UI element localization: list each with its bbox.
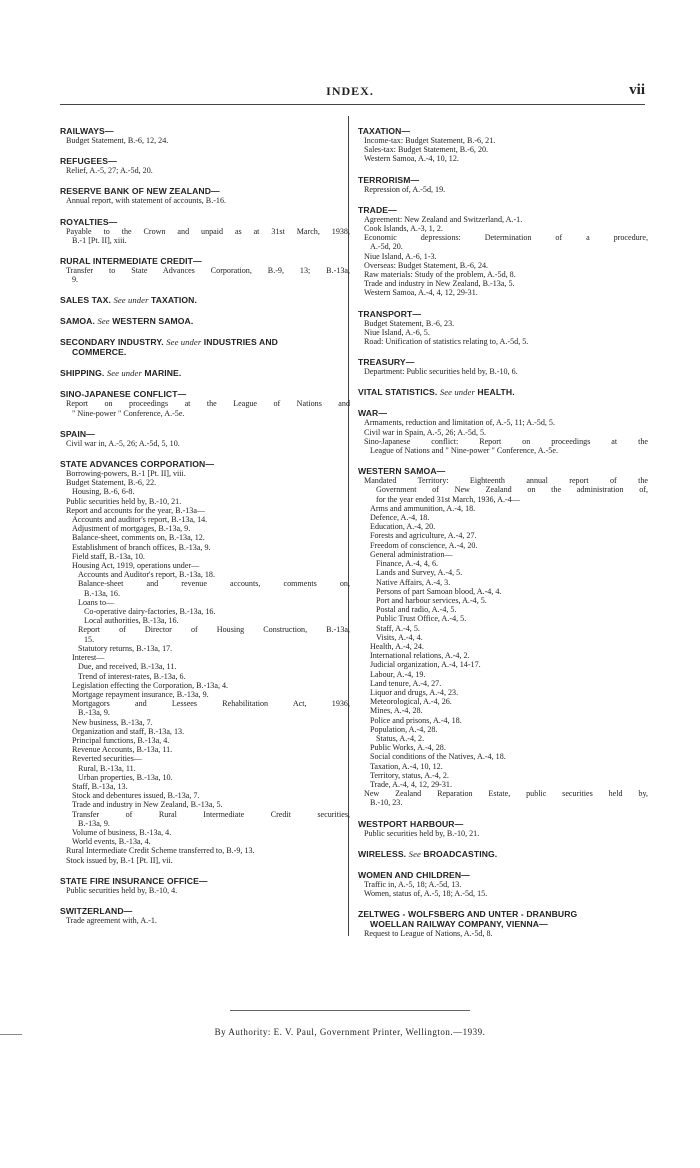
page-header-title: INDEX. [326,84,374,98]
index-subentry: Niue Island, A.-6, 5. [364,327,430,337]
index-entry [60,876,350,895]
footer-rule [230,1010,470,1011]
index-entry [358,408,648,455]
heading-text: SWITZERLAND— [60,905,133,916]
heading-text: STATE ADVANCES CORPORATION— [60,459,215,470]
index-heading [60,429,350,439]
index-heading [60,126,350,136]
index-heading [60,459,350,469]
heading-text: RESERVE BANK OF NEW ZEALAND— [60,186,220,197]
index-subentry: Niue Island, A.-6, 1-3. [364,251,437,261]
cross-reference: INDUSTRIES AND [203,337,278,348]
index-subentry: World events, B.-13a, 4. [72,837,151,847]
index-heading [60,156,350,166]
index-subentry: Territory, status, A.-4, 2. [370,770,449,780]
index-subentry: A.-5d, 20. [370,242,403,252]
index-subentry: Health, A.-4, 24. [370,641,424,651]
index-subentry: Stock issued by, B.-1 [Pt. II], vii. [66,855,173,865]
heading-text: VITAL STATISTICS. [358,387,438,398]
index-subentry: Persons of part Samoan blood, A.-4, 4. [376,586,502,596]
index-entry [60,368,350,378]
index-heading [60,368,350,378]
index-entry [60,459,350,865]
see-reference-label: See under [439,387,475,398]
index-subentry: New Zealand Reparation Estate, public securities held by, [364,789,648,799]
index-entry [358,357,648,376]
index-subentry: Sales-tax: Budget Statement, B.-6, 20. [364,145,489,155]
index-subentry: Repression of, A.-5d, 19. [364,184,446,194]
cross-reference: TAXATION. [151,295,197,306]
index-subentry: Forests and agriculture, A.-4, 27. [370,531,477,541]
index-entry [358,205,648,298]
heading-text: WAR— [358,408,388,419]
index-entry [358,126,648,164]
index-subentry: Labour, A.-4, 19. [370,669,426,679]
heading-text: TAXATION— [358,126,411,136]
index-subentry: Rural, B.-13a, 11. [78,763,136,773]
index-heading [358,205,648,215]
index-subentry: for the year ended 31st March, 1936, A.-4— [376,494,520,504]
index-subentry: Borrowing-powers, B.-1 [Pt. II], viii. [66,469,186,479]
index-subentry: Mandated Territory: Eighteenth annual report of the [364,476,648,486]
index-subentry: Revenue Accounts, B.-13a, 11. [72,745,173,755]
index-subentry: Transfer to State Advances Corporation, B.-9, 13; B.-13a, [66,266,350,276]
page-number: vii [629,82,645,98]
index-heading [358,408,648,418]
index-subentry: Volume of business, B.-13a, 4. [72,827,172,837]
index-subentry: Cook Islands, A.-3, 1, 2. [364,224,443,234]
index-subentry: Mortgage repayment insurance, B.-13a, 9. [72,689,209,699]
index-entry [60,337,350,357]
index-entry [60,256,350,284]
index-subentry: Report and accounts for the year, B.-13a— [66,505,206,515]
index-subentry: Liquor and drugs, A.-4, 23. [370,687,459,697]
index-subentry: Housing Act, 1919, operations under— [72,561,200,571]
index-subentry: Public securities held by, B.-10, 21. [364,828,480,838]
index-subentry: General administration— [370,549,453,559]
index-heading [60,337,350,347]
index-subentry: Native Affairs, A.-4, 3. [376,577,451,587]
see-reference-label: See under [106,368,142,379]
index-subentry: B.-13a, 9. [78,708,110,718]
cross-reference: MARINE. [144,368,182,379]
index-subentry: Taxation, A.-4, 10, 12. [370,761,443,771]
index-entry [358,870,648,898]
index-subentry: Civil war in, A.-5, 26; A.-5d, 5, 10. [66,438,180,448]
index-subentry: Relief, A.-5, 27; A.-5d, 20. [66,166,153,176]
index-subentry: Civil war in Spain, A.-5, 26; A.-5d, 5. [364,427,487,437]
index-subentry: Report of Director of Housing Construction, B.-13a, [78,625,350,635]
index-subentry: Transfer of Rural Intermediate Credit securities, [72,809,350,819]
index-entry [60,906,350,925]
index-entry [358,387,648,397]
index-heading [358,126,648,136]
index-subentry: Judicial organization, A.-4, 14-17. [370,660,481,670]
index-subentry: " Nine-power " Conference, A.-5e. [72,408,185,418]
index-heading [358,387,648,397]
index-entry [358,819,648,838]
index-subentry: Status, A.-4, 2. [376,733,425,743]
heading-text: SECONDARY INDUSTRY. [60,337,164,348]
index-entry [358,309,648,347]
index-entry [358,909,648,938]
heading-text: SINO-JAPANESE CONFLICT— [60,389,187,400]
heading-text: STATE FIRE INSURANCE OFFICE— [60,875,208,886]
index-subentry: Raw materials: Study of the problem, A.-5d, 8. [364,270,516,280]
index-subentry: Payable to the Crown and unpaid as at 31st March, 1938, [66,226,350,236]
header-rule [60,104,645,105]
index-subentry: Traffic in, A.-5, 18; A.-5d, 13. [364,879,462,889]
index-subentry: Staff, B.-13a, 13. [72,781,128,791]
index-heading [358,849,648,859]
index-subentry: Public securities held by, B.-10, 4. [66,885,178,895]
index-subentry: Annual report, with statement of accounts, B.-16. [66,196,227,206]
index-subentry: Local authorities, B.-13a, 16. [84,616,179,626]
index-entry [60,156,350,175]
heading-text: REFUGEES— [60,156,117,167]
index-subentry: Trade and industry in New Zealand, B.-13a, 5. [72,800,223,810]
index-subentry: Reverted securities— [72,754,142,764]
index-subentry: Organization and staff, B.-13a, 13. [72,726,185,736]
index-heading [358,819,648,829]
index-entry [60,316,350,326]
heading-text: WOMEN AND CHILDREN— [358,869,470,880]
index-subentry: B.-13a, 16. [84,588,120,598]
heading-text: WIRELESS. [358,848,407,859]
index-heading [358,309,648,319]
heading-text: TRADE— [358,204,397,215]
index-heading [60,389,350,399]
index-subentry: Lands and Survey, A.-4, 5. [376,568,463,578]
index-subentry: Budget Statement, B.-6, 22. [66,478,157,488]
left-index-column [60,126,350,936]
index-subentry: Report on proceedings at the League of Nations and [66,399,350,409]
index-subentry: Postal and radio, A.-4, 5. [376,605,457,615]
index-subentry: Trend of interest-rates, B.-13a, 6. [78,671,186,681]
index-subentry: Education, A.-4, 20. [370,522,436,532]
index-entry [358,466,648,807]
heading-text: ZELTWEG - WOLFSBERG AND UNTER - DRANBURG [358,909,578,920]
cross-reference: HEALTH. [477,387,515,398]
index-subentry: Economic depressions: Determination of a procedure, [364,233,648,243]
printer-imprint: By Authority: E. V. Paul, Government Printer, Wellington.—1939. [214,1027,486,1037]
index-subentry: Budget Statement, B.-6, 12, 24. [66,136,169,145]
index-subentry: Statutory returns, B.-13a, 17. [78,643,173,653]
index-subentry: Women, status of, A.-5, 18; A.-5d, 15. [364,888,488,898]
index-subentry: 15. [84,634,95,644]
index-subentry: Interest— [72,653,105,663]
heading-text: RURAL INTERMEDIATE CREDIT— [60,256,202,267]
index-subentry: Trade and industry in New Zealand, B.-13a, 5. [364,279,515,289]
index-heading [60,295,350,305]
index-subentry: Principal functions, B.-13a, 4. [72,735,170,745]
heading-text: TERRORISM— [358,174,420,185]
index-subentry: Income-tax: Budget Statement, B.-6, 21. [364,136,496,145]
index-subentry: Overseas: Budget Statement, B.-6, 24. [364,260,489,270]
index-subentry: Social conditions of the Natives, A.-4, 18. [370,752,506,762]
index-entry [60,126,350,145]
cross-reference: BROADCASTING. [423,848,498,859]
index-subentry: Freedom of conscience, A.-4, 20. [370,540,478,550]
index-subentry: 9. [72,275,79,285]
index-heading [358,909,648,919]
index-subentry: Department: Public securities held by, B.-10, 6. [364,367,518,377]
index-heading [60,256,350,266]
index-subentry: Urban properties, B.-13a, 10. [78,772,173,782]
index-subentry: Road: Unification of statistics relating to, A.-5d, 5. [364,337,529,347]
index-heading [358,357,648,367]
see-reference-label: See under [113,295,149,306]
index-subentry: Accounts and Auditor's report, B.-13a, 18. [78,570,216,580]
index-subentry: New business, B.-13a, 7. [72,717,153,727]
index-heading [60,217,350,227]
index-subentry: Population, A.-4, 28. [370,724,438,734]
index-subentry: Trade agreement with, A.-1. [66,915,157,925]
index-heading [60,316,350,326]
index-subentry: International relations, A.-4, 2. [370,651,470,661]
index-subentry: Finance, A.-4, 4, 6. [376,559,439,569]
heading-text: WESTPORT HARBOUR— [358,818,464,829]
heading-text-continued: WOELLAN RAILWAY COMPANY, VIENNA— [370,919,548,930]
heading-text: TRANSPORT— [358,308,422,319]
index-subentry: Accounts and auditor's report, B.-13a, 14. [72,515,208,525]
index-entry [60,217,350,245]
index-subentry: Balance-sheet, comments on, B.-13a, 12. [72,533,205,543]
heading-text: SHIPPING. [60,368,105,379]
index-subentry: Arms and ammunition, A.-4, 18. [370,503,476,513]
heading-text: RAILWAYS— [60,126,114,136]
see-reference-label: See [97,316,110,327]
index-subentry: Co-operative dairy-factories, B.-13a, 16. [84,607,216,617]
index-subentry: Meteorological, A.-4, 26. [370,697,452,707]
index-subentry: Mortgagors and Lessees Rehabilitation Act, 1936, [72,699,350,709]
index-subentry: Land tenure, A.-4, 27. [370,678,442,688]
index-subentry: B.-13a, 9. [78,818,110,828]
index-heading [358,175,648,185]
index-subentry: League of Nations and " Nine-power " Conference, A.-5e. [370,446,558,456]
index-subentry: Western Samoa, A.-4, 10, 12. [364,154,459,164]
index-subentry: Visits, A.-4, 4. [376,632,423,642]
cross-reference-continued: COMMERCE. [72,347,127,358]
see-reference-label: See under [166,337,202,348]
index-entry [60,186,350,205]
index-subentry: Sino-Japanese conflict: Report on proceedings at the [364,436,648,446]
index-heading [358,870,648,880]
index-subentry: Armaments, reduction and limitation of, A.-5, 11; A.-5d, 5. [364,418,555,428]
heading-text: SALES TAX. [60,295,111,306]
index-subentry: B.-1 [Pt. II], xiii. [72,235,127,245]
index-heading [60,186,350,196]
index-subentry: Agreement: New Zealand and Switzerland, A.-1. [364,214,523,224]
see-reference-label: See [408,848,421,859]
index-subentry: Public securities held by, B.-10, 21. [66,496,182,506]
index-subentry: Establishment of branch offices, B.-13a, 9. [72,542,211,552]
index-subentry: Staff, A.-4, 5. [376,623,420,633]
index-subentry: Port and harbour services, A.-4, 5. [376,595,487,605]
index-subentry: Public Trust Office, A.-4, 5. [376,614,467,624]
index-subentry: Request to League of Nations, A.-5d, 8. [364,929,493,939]
index-subentry: Budget Statement, B.-6, 23. [364,318,455,328]
right-index-column [358,126,648,949]
index-entry [358,849,648,859]
index-subentry: Due, and received, B.-13a, 11. [78,662,177,672]
index-subentry: Government of New Zealand on the administration of, [376,485,648,495]
index-subentry: Adjustment of mortgages, B.-13a, 9. [72,524,191,534]
index-subentry: Stock and debentures issued, B.-13a, 7. [72,791,200,801]
index-subentry: Defence, A.-4, 18. [370,513,430,523]
index-subentry: Police and prisons, A.-4, 18. [370,715,462,725]
heading-text: SPAIN— [60,428,95,439]
index-entry [60,295,350,305]
index-subentry: Western Samoa, A.-4, 4, 12, 29-31. [364,288,478,298]
index-heading [358,466,648,476]
index-subentry: Public Works, A.-4, 28. [370,743,446,753]
index-subentry: Rural Intermediate Credit Scheme transferred to, B.-9, 13. [66,846,255,856]
index-subentry: Legislation effecting the Corporation, B.-13a, 4. [72,680,229,690]
index-subentry: Loans to— [78,597,115,607]
heading-text: SAMOA. [60,316,95,327]
index-subentry: Mines, A.-4, 28. [370,706,423,716]
cross-reference: WESTERN SAMOA. [112,316,194,327]
index-subentry: Field staff, B.-13a, 10. [72,551,145,561]
index-subentry: Balance-sheet and revenue accounts, comments on, [78,579,350,589]
index-subentry: Housing, B.-6, 6-8. [72,487,135,497]
index-subentry: Trade, A.-4, 4, 12, 29-31. [370,779,452,789]
heading-text: TREASURY— [358,357,415,368]
index-heading [60,906,350,916]
index-subentry: B.-10, 23. [370,798,403,808]
index-entry [60,429,350,448]
index-heading [60,876,350,886]
index-entry [358,175,648,194]
heading-text: WESTERN SAMOA— [358,466,446,477]
index-entry [60,389,350,417]
heading-text: ROYALTIES— [60,216,118,227]
